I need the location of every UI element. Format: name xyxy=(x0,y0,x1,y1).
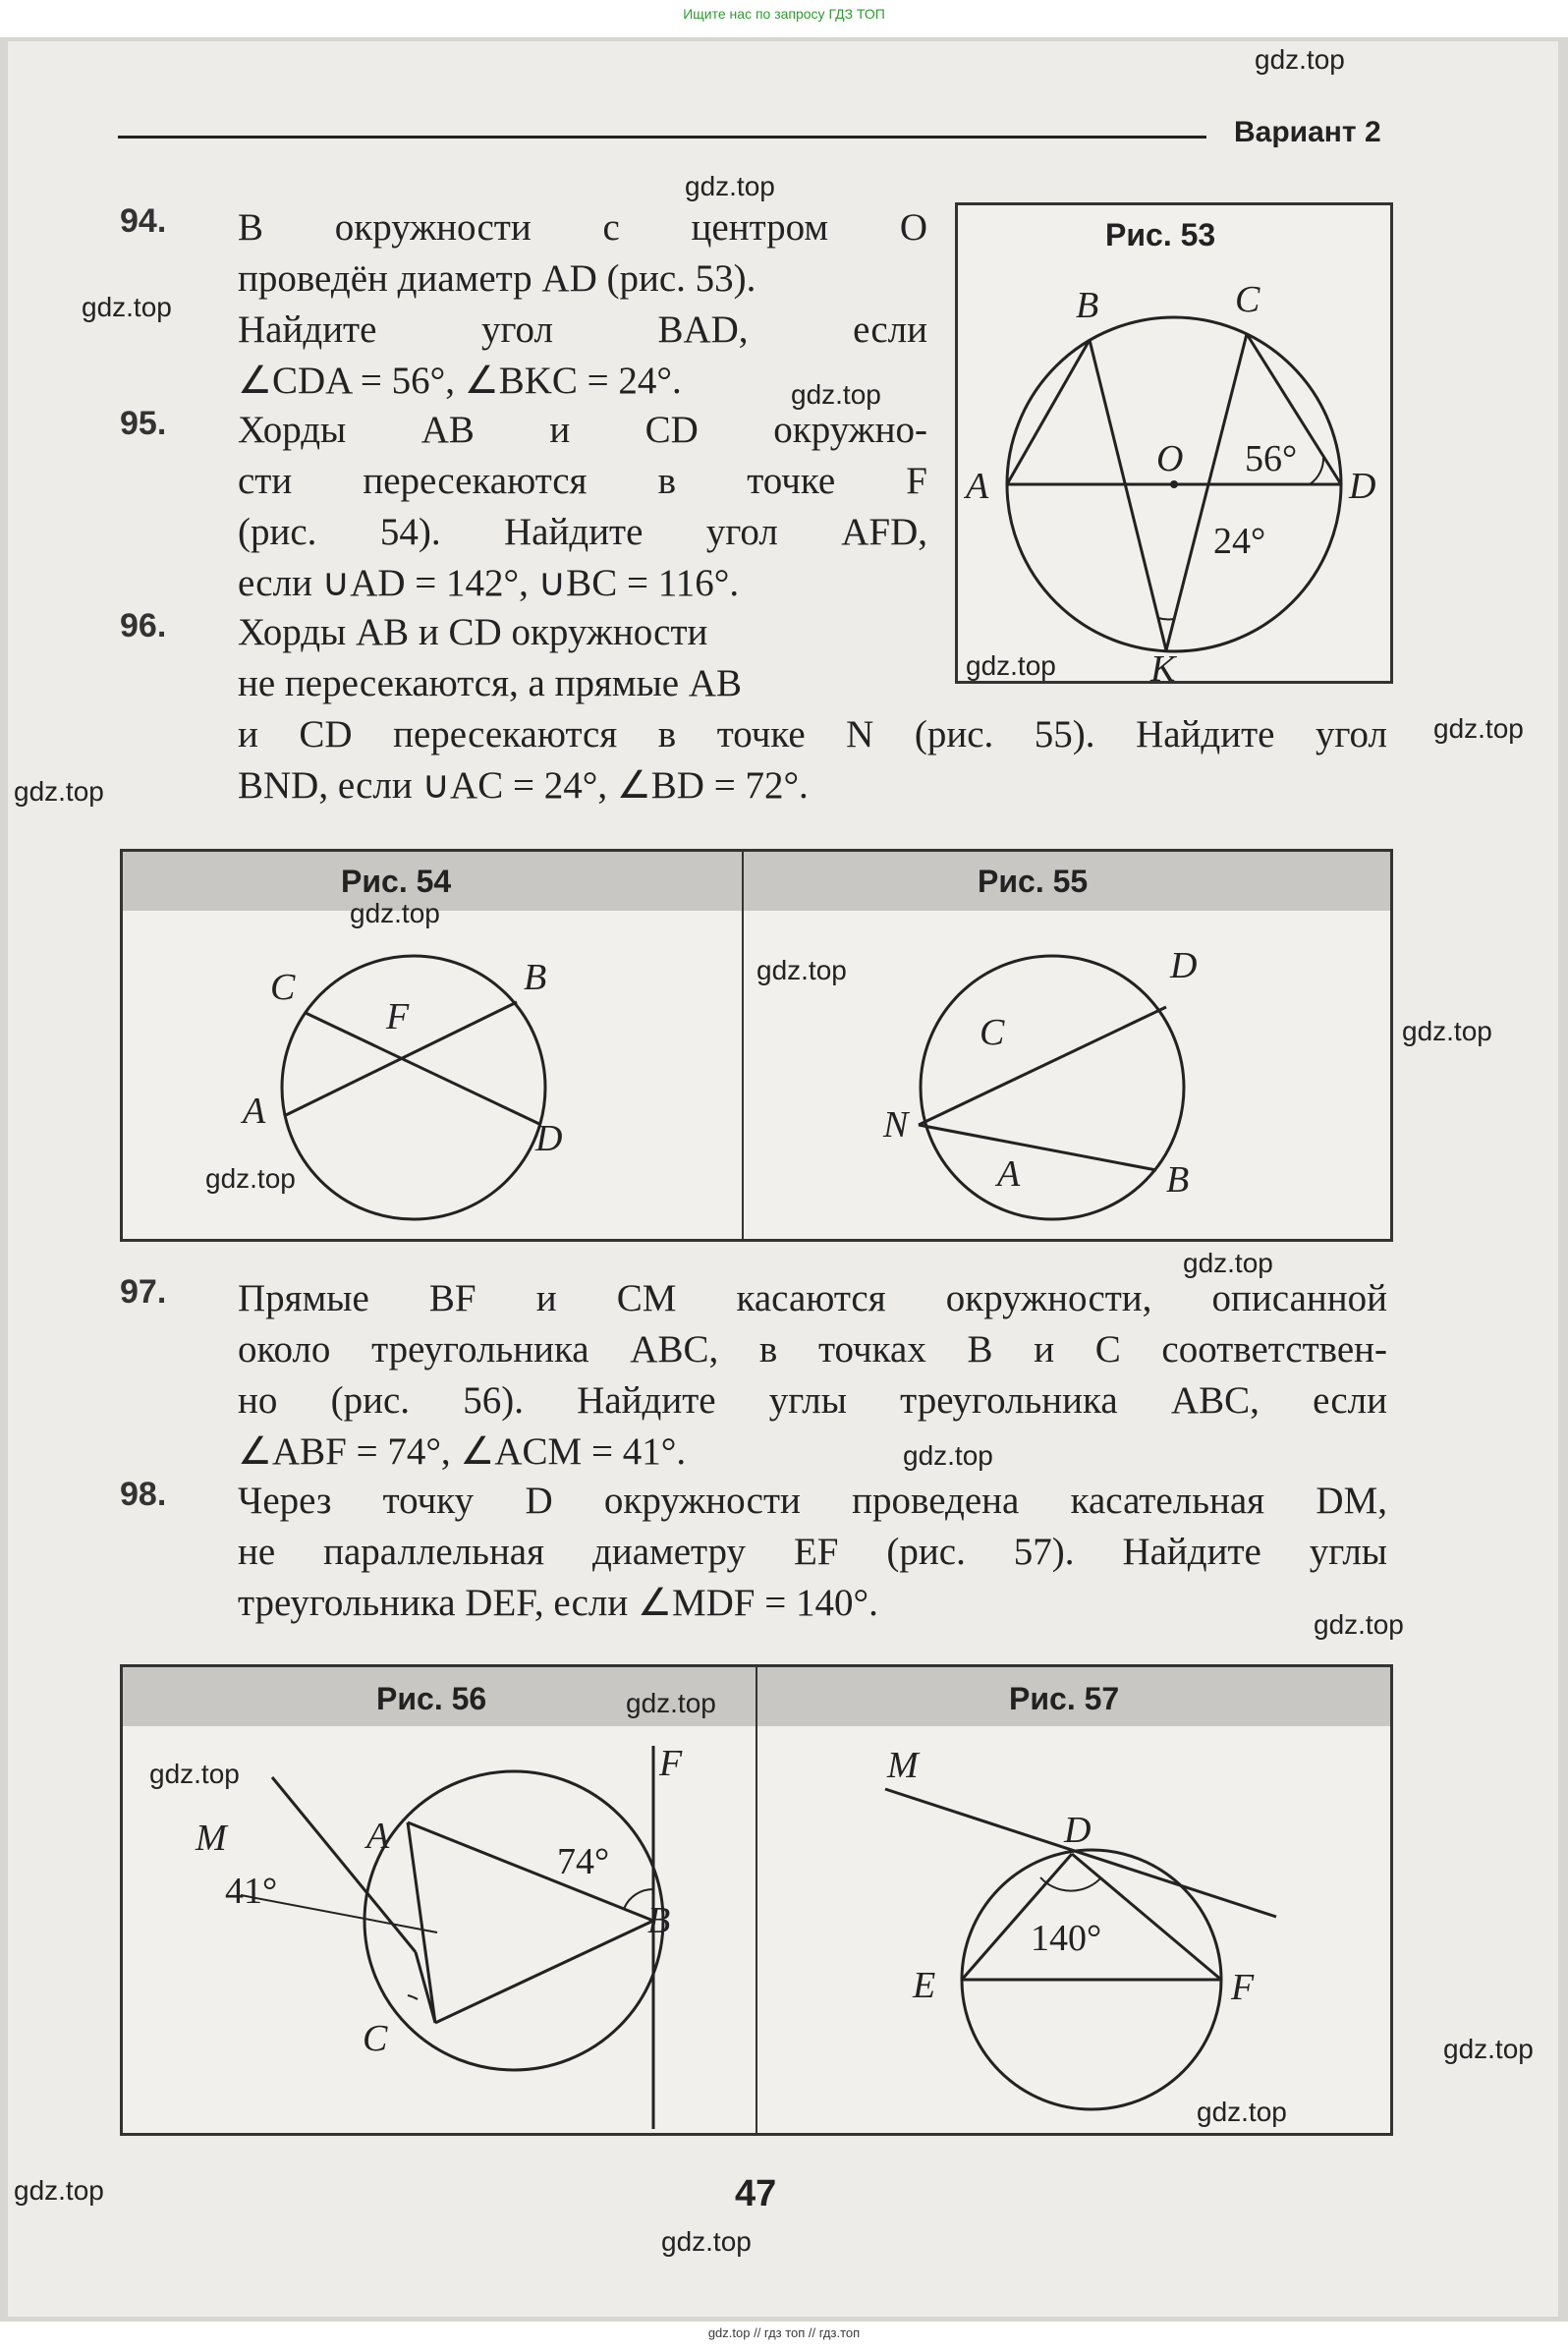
watermark: gdz.top xyxy=(903,1440,993,1471)
problem-96-text xyxy=(238,607,1387,812)
page-number: 47 xyxy=(735,2173,777,2214)
fig56-angle-acm: 41° xyxy=(225,1871,278,1912)
problem-95-line: если ∪AD = 142°, ∪BC = 116°. xyxy=(238,562,740,604)
watermark: gdz.top xyxy=(661,2226,752,2257)
fig56-label-A: A xyxy=(366,1816,390,1857)
problem-96-line: и CD пересекаются в точке N (рис. 55). Найдите угол xyxy=(238,713,1387,756)
watermark: gdz.top xyxy=(791,379,881,410)
problem-95-number: 95. xyxy=(120,405,167,442)
site-banner[interactable]: Ищите нас по запросу ГДЗ ТОП xyxy=(683,6,885,22)
fig56-label-C: C xyxy=(363,2018,388,2059)
figure-55-drawing xyxy=(742,852,1390,1239)
watermark: gdz.top xyxy=(1314,1609,1404,1640)
header-rule xyxy=(118,136,1206,139)
fig53-angle-cda: 56° xyxy=(1245,438,1298,479)
problem-96-number: 96. xyxy=(120,607,167,644)
problem-98-line: треугольника DEF, если ∠MDF = 140°. xyxy=(238,1582,878,1624)
watermark: gdz.top xyxy=(1255,44,1345,75)
fig55-label-C: C xyxy=(980,1012,1005,1053)
problem-94-text xyxy=(238,202,927,407)
fig53-angle-bkc: 24° xyxy=(1213,521,1266,562)
problem-95-text xyxy=(238,405,927,609)
problem-94-line: Найдите угол BAD, если xyxy=(238,308,927,351)
watermark: gdz.top xyxy=(1402,1016,1492,1046)
fig53-label-O: O xyxy=(1156,438,1184,479)
fig54-label-B: B xyxy=(524,957,547,998)
problem-97-line: около треугольника ABC, в точках B и C соответствен- xyxy=(238,1328,1387,1371)
watermark: gdz.top xyxy=(1433,713,1524,744)
fig54-label-F: F xyxy=(386,996,410,1037)
problem-96-line: не пересекаются, а прямые AB xyxy=(238,662,743,704)
figure-56-drawing xyxy=(123,1667,756,2133)
problem-94-line: проведён диаметр AD (рис. 53). xyxy=(238,257,756,300)
problem-97-line: ∠ABF = 74°, ∠ACM = 41°. xyxy=(238,1430,687,1473)
fig53-label-B: B xyxy=(1076,285,1099,326)
problem-96-line: BND, если ∪AC = 24°, ∠BD = 72°. xyxy=(238,764,809,807)
figures-56-57-box xyxy=(120,1664,1393,2136)
watermark: gdz.top xyxy=(149,1759,240,1789)
watermark: gdz.top xyxy=(14,2175,104,2206)
watermark: gdz.top xyxy=(626,1688,716,1718)
fig56-label-M: M xyxy=(196,1818,227,1859)
fig53-label-C: C xyxy=(1235,279,1260,320)
problem-94-line: ∠CDA = 56°, ∠BKC = 24°. xyxy=(238,360,682,402)
figure-57-caption: Рис. 57 xyxy=(1009,1681,1120,1716)
fig53-label-A: A xyxy=(966,466,989,507)
watermark: gdz.top xyxy=(685,171,775,201)
watermark: gdz.top xyxy=(966,650,1056,681)
watermark: gdz.top xyxy=(1443,2034,1534,2064)
fig57-label-D: D xyxy=(1064,1810,1092,1851)
problem-98-text xyxy=(238,1476,1387,1629)
fig57-angle-mdf: 140° xyxy=(1031,1918,1102,1959)
fig53-label-D: D xyxy=(1349,466,1376,507)
problem-95-line: сти пересекаются в точке F xyxy=(238,460,927,502)
figure-57-drawing xyxy=(756,1667,1390,2133)
problem-94-number: 94. xyxy=(120,202,167,240)
watermark: gdz.top xyxy=(350,898,440,928)
fig54-label-A: A xyxy=(243,1091,266,1132)
fig56-label-F: F xyxy=(659,1743,683,1784)
fig54-label-C: C xyxy=(270,967,296,1008)
problem-97-line: но (рис. 56). Найдите углы треугольника ABC, если xyxy=(238,1379,1387,1422)
fig55-label-A: A xyxy=(997,1153,1021,1195)
problem-97-line: Прямые BF и CM касаются окружности, описанной xyxy=(238,1277,1387,1319)
fig55-label-D: D xyxy=(1170,945,1198,986)
problem-95-line: (рис. 54). Найдите угол AFD, xyxy=(238,511,927,553)
problem-94-line: В окружности с центром O xyxy=(238,206,927,249)
fig53-label-K: K xyxy=(1150,648,1176,690)
fig57-label-M: M xyxy=(887,1745,919,1786)
figure-56-caption: Рис. 56 xyxy=(376,1681,487,1716)
fig55-label-B: B xyxy=(1166,1159,1190,1201)
problem-98-line: не параллельная диаметру EF (рис. 57). Найдите углы xyxy=(238,1531,1387,1573)
fig55-label-N: N xyxy=(883,1104,909,1146)
fig54-label-D: D xyxy=(535,1118,563,1159)
problem-96-line: Хорды AB и CD окружности xyxy=(238,611,708,653)
problem-98-number: 98. xyxy=(120,1476,167,1513)
watermark: gdz.top xyxy=(82,292,172,322)
watermark: gdz.top xyxy=(1183,1248,1273,1278)
watermark: gdz.top xyxy=(14,776,104,807)
figure-53-caption: Рис. 53 xyxy=(1105,217,1216,252)
watermark: gdz.top xyxy=(1197,2097,1287,2127)
problem-95-line: Хорды AB и CD окружно- xyxy=(238,409,927,451)
fig57-label-F: F xyxy=(1231,1967,1255,2008)
figure-54-caption: Рис. 54 xyxy=(341,864,452,899)
figure-55-caption: Рис. 55 xyxy=(978,864,1089,899)
footer-links[interactable]: gdz.top // гдз топ // гдз.топ xyxy=(707,2325,861,2340)
watermark: gdz.top xyxy=(205,1163,296,1194)
problem-97-text xyxy=(238,1273,1387,1478)
figures-54-55-box xyxy=(120,849,1393,1242)
variant-label: Вариант 2 xyxy=(1234,116,1381,148)
watermark: gdz.top xyxy=(756,955,847,985)
fig56-label-B: B xyxy=(647,1900,671,1941)
fig56-angle-abf: 74° xyxy=(557,1841,610,1882)
problem-98-line: Через точку D окружности проведена касательная DM, xyxy=(238,1480,1387,1522)
problem-97-number: 97. xyxy=(120,1273,167,1311)
fig57-label-E: E xyxy=(913,1965,936,2006)
